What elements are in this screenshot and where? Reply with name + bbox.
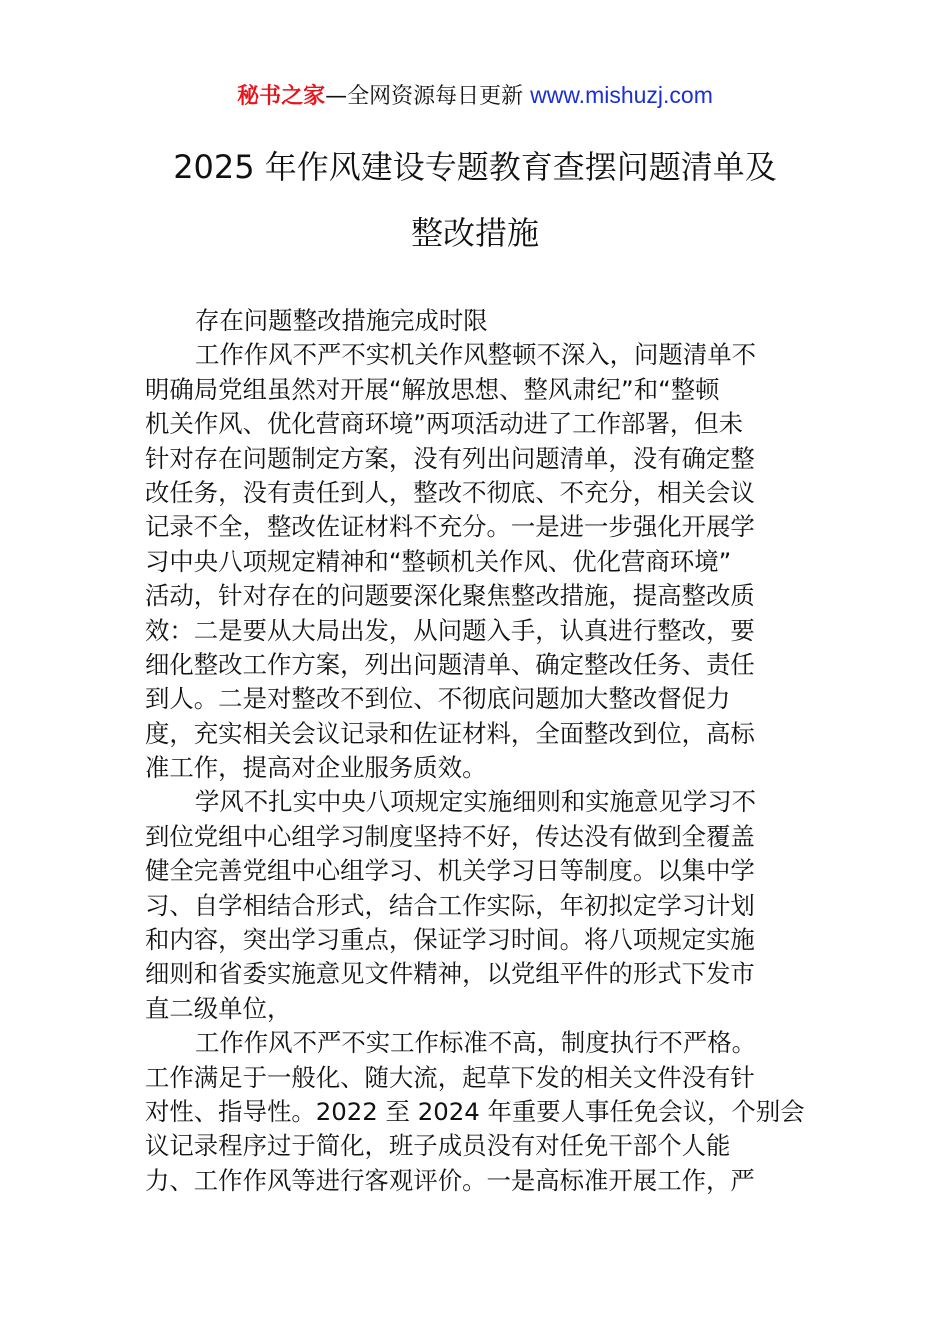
body-line: 工作作风不严不实工作标准不高，制度执行不严格。	[195, 1028, 756, 1058]
body-line: 习、自学相结合形式，结合工作实际，年初拟定学习计划	[145, 890, 755, 920]
body-line: 存在问题整改措施完成时限	[195, 306, 488, 335]
site-brand: 秘书之家	[237, 84, 326, 109]
body-line: 和内容，突出学习重点，保证学习时间。将八项规定实施	[145, 925, 755, 955]
body-line: 细则和省委实施意见文件精神，以党组平件的形式下发市	[145, 959, 755, 989]
body-line: 效：二是要从大局出发，从问题入手，认真进行整改，要	[145, 615, 755, 645]
body-line: 准工作，提高对企业服务质效。	[145, 753, 487, 783]
site-tagline: —全网资源每日更新	[325, 84, 524, 109]
body-line: 议记录程序过于简化，班子成员没有对任免干部个人能	[145, 1131, 731, 1161]
site-header	[0, 80, 950, 112]
body-line: 细化整改工作方案，列出问题清单、确定整改任务、责任	[145, 649, 755, 679]
body-line: 改任务，没有责任到人，整改不彻底、不充分，相关会议	[145, 477, 755, 507]
body-line: 学风不扎实中央八项规定实施细则和实施意见学习不	[195, 787, 756, 817]
body-line: 到位党组中心组学习制度坚持不好，传达没有做到全覆盖	[145, 821, 755, 851]
body-line: 直二级单位，	[145, 993, 292, 1023]
body-line: 力、工作作风等进行客观评价。一是高标准开展工作，严	[145, 1165, 755, 1195]
document-title-line-1: 2025 年作风建设专题教育查摆问题清单及	[173, 148, 777, 186]
document-title-line-2: 整改措施	[410, 214, 539, 252]
body-line: 习中央八项规定精神和“整顿机关作风、优化营商环境”	[145, 546, 732, 576]
document-body	[145, 304, 810, 1198]
body-line: 明确局党组虽然对开展“解放思想、整风肃纪”和“整顿	[145, 374, 720, 404]
body-line: 度，充实相关会议记录和佐证材料，全面整改到位，高标	[145, 718, 755, 748]
site-url-link[interactable]: www.mishuzj.com	[530, 82, 713, 108]
body-line: 对性、指导性。2022 至 2024 年重要人事任免会议，个别会	[145, 1096, 805, 1126]
body-line: 健全完善党组中心组学习、机关学习日等制度。以集中学	[145, 856, 755, 886]
body-line: 记录不全，整改佐证材料不充分。一是进一步强化开展学	[145, 512, 755, 542]
body-line: 机关作风、优化营商环境”两项活动进了工作部署，但未	[145, 409, 744, 439]
body-line: 工作作风不严不实机关作风整顿不深入，问题清单不	[195, 340, 756, 370]
body-line: 针对存在问题制定方案，没有列出问题清单，没有确定整	[145, 443, 755, 473]
body-line: 到人。二是对整改不到位、不彻底问题加大整改督促力	[145, 684, 731, 714]
body-line: 工作满足于一般化、随大流，起草下发的相关文件没有针	[145, 1062, 755, 1092]
body-line: 活动，针对存在的问题要深化聚焦整改措施，提高整改质	[145, 581, 755, 611]
